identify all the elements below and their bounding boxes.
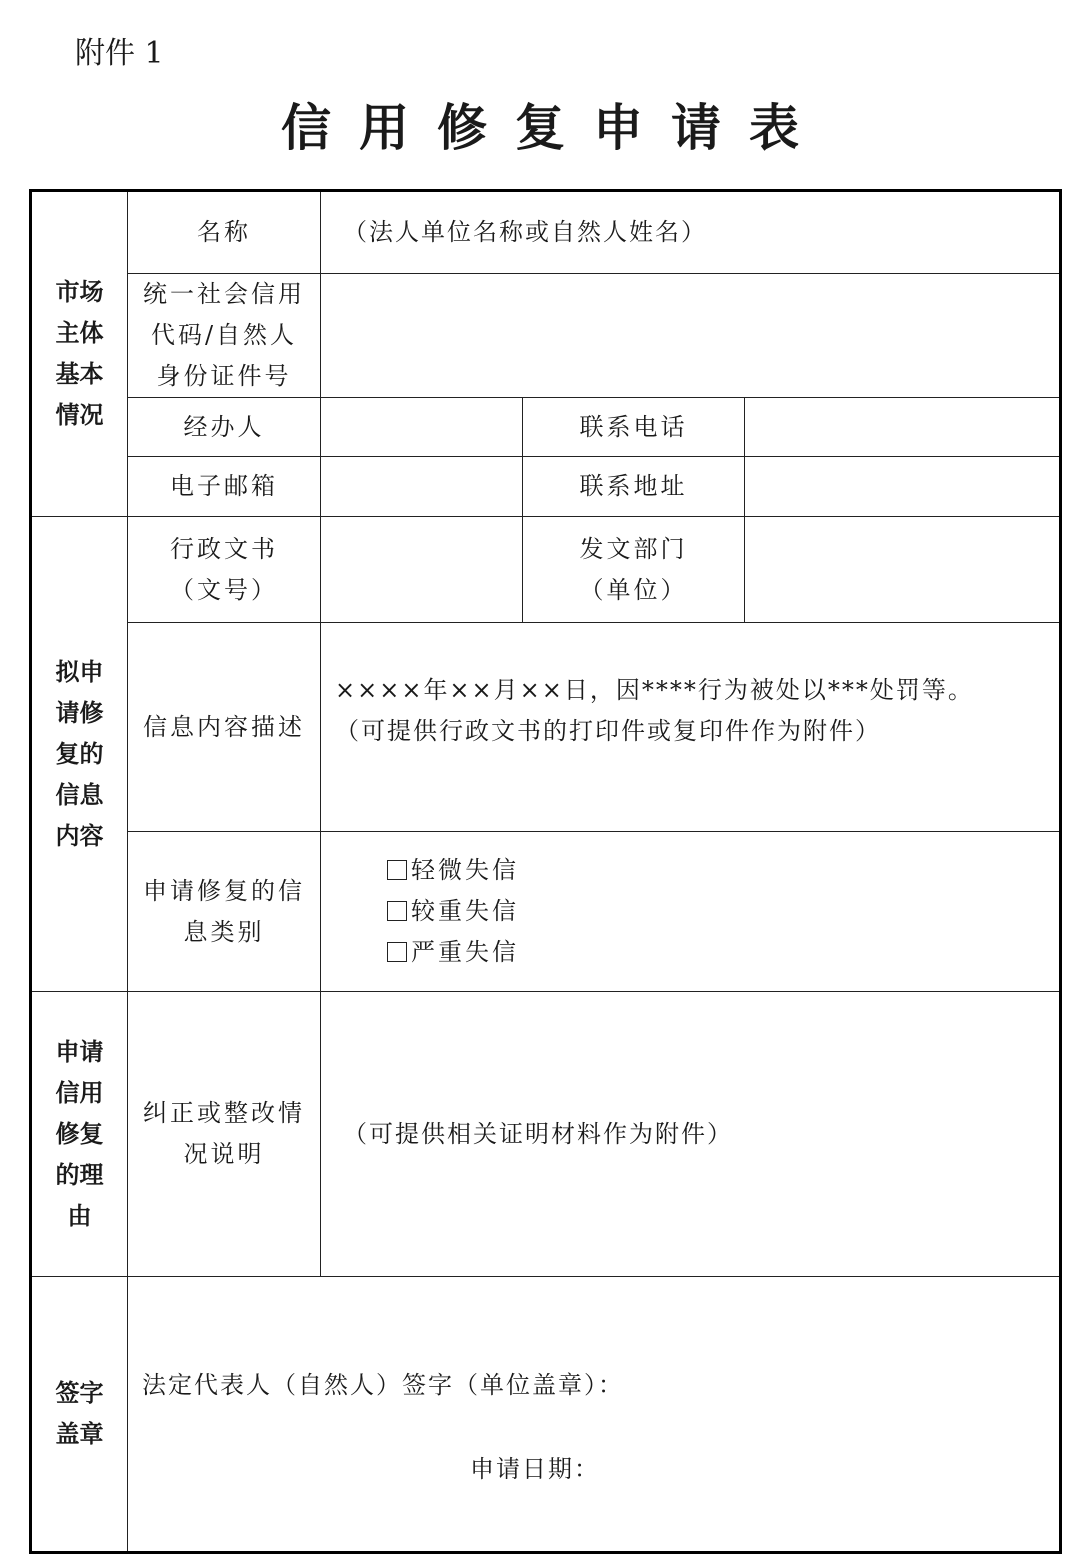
issuing-dept-field[interactable] [745, 517, 1061, 623]
category-option-severe[interactable]: 严重失信 [387, 932, 1059, 973]
correction-field[interactable] [321, 992, 1061, 1277]
description-label: 信息内容描述 [128, 623, 321, 832]
attachment-label: 附件 1 [75, 36, 164, 71]
category-option-serious[interactable]: 较重失信 [387, 891, 1059, 932]
description-hint: （可提供行政文书的打印件或复印件作为附件） [335, 717, 881, 745]
doc-number-field[interactable] [321, 517, 523, 623]
section-info-content: 拟申请修复的信息内容 [31, 517, 128, 992]
section-basic-info: 市场主体基本情况 [31, 191, 128, 517]
checkbox-icon[interactable] [387, 860, 407, 880]
email-label: 电子邮箱 [128, 457, 321, 517]
signature-area[interactable] [128, 1277, 1061, 1553]
address-label: 联系地址 [523, 457, 745, 517]
category-options [321, 832, 1061, 992]
signature-line: 法定代表人（自然人）签字（单位盖章）： [142, 1371, 624, 1399]
doc-number-label: 行政文书（文号） [128, 517, 321, 623]
section-signature: 签字盖章 [31, 1277, 128, 1553]
correction-label: 纠正或整改情况说明 [128, 992, 321, 1277]
phone-label: 联系电话 [523, 398, 745, 457]
email-field[interactable] [321, 457, 523, 517]
checkbox-icon[interactable] [387, 942, 407, 962]
description-field[interactable] [321, 623, 1061, 832]
handler-label: 经办人 [128, 398, 321, 457]
correction-placeholder: （可提供相关证明材料作为附件） [343, 1119, 733, 1148]
credit-code-field[interactable] [321, 274, 1061, 398]
description-example: ××××年××月××日，因****行为被处以***处罚等。 [335, 676, 974, 704]
handler-field[interactable] [321, 398, 523, 457]
issuing-dept-label: 发文部门（单位） [523, 517, 745, 623]
phone-field[interactable] [745, 398, 1061, 457]
application-date-line: 申请日期： [470, 1455, 600, 1483]
category-option-minor[interactable]: 轻微失信 [387, 850, 1059, 891]
name-label: 名称 [128, 191, 321, 274]
category-label: 申请修复的信息类别 [128, 832, 321, 992]
credit-code-label: 统一社会信用代码/自然人身份证件号 [128, 274, 321, 398]
name-field[interactable] [321, 191, 1061, 274]
name-placeholder: （法人单位名称或自然人姓名） [343, 218, 707, 246]
page-title: 信用修复申请表 [281, 99, 827, 157]
section-reason: 申请信用修复的理由 [31, 992, 128, 1277]
checkbox-icon[interactable] [387, 901, 407, 921]
address-field[interactable] [745, 457, 1061, 517]
credit-repair-form [29, 189, 1062, 1554]
